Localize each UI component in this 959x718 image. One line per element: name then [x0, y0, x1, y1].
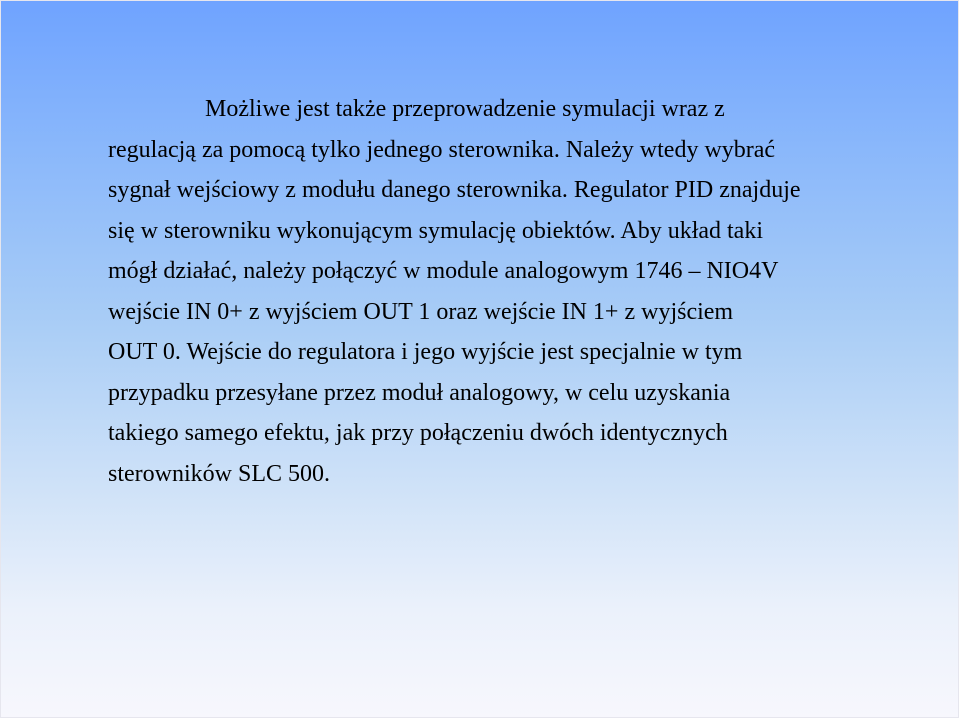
- text-line: regulacją za pomocą tylko jednego sterownika. Należy wtedy wybrać: [108, 136, 776, 163]
- paragraph-text: [108, 89, 888, 494]
- text-line: sygnał wejściowy z modułu danego sterownika. Regulator PID znajduje: [108, 177, 801, 203]
- text-line: OUT 0. Wejście do regulatora i jego wyjście jest specjalnie w tym: [108, 339, 743, 365]
- text-line: Możliwe jest także przeprowadzenie symulacji wraz z: [205, 96, 725, 122]
- text-line: wejście IN 0+ z wyjściem OUT 1 oraz wejście IN 1+ z wyjściem: [108, 298, 734, 325]
- text-line: się w sterowniku wykonującym symulację obiektów. Aby układ taki: [108, 217, 763, 244]
- text-line: mógł działać, należy połączyć w module analogowym 1746 – NIO4V: [108, 258, 779, 284]
- text-line: przypadku przesyłane przez moduł analogowy, w celu uzyskania: [108, 379, 731, 406]
- text-line: sterowników SLC 500.: [108, 460, 330, 487]
- text-line: takiego samego efektu, jak przy połączeniu dwóch identycznych: [108, 420, 728, 446]
